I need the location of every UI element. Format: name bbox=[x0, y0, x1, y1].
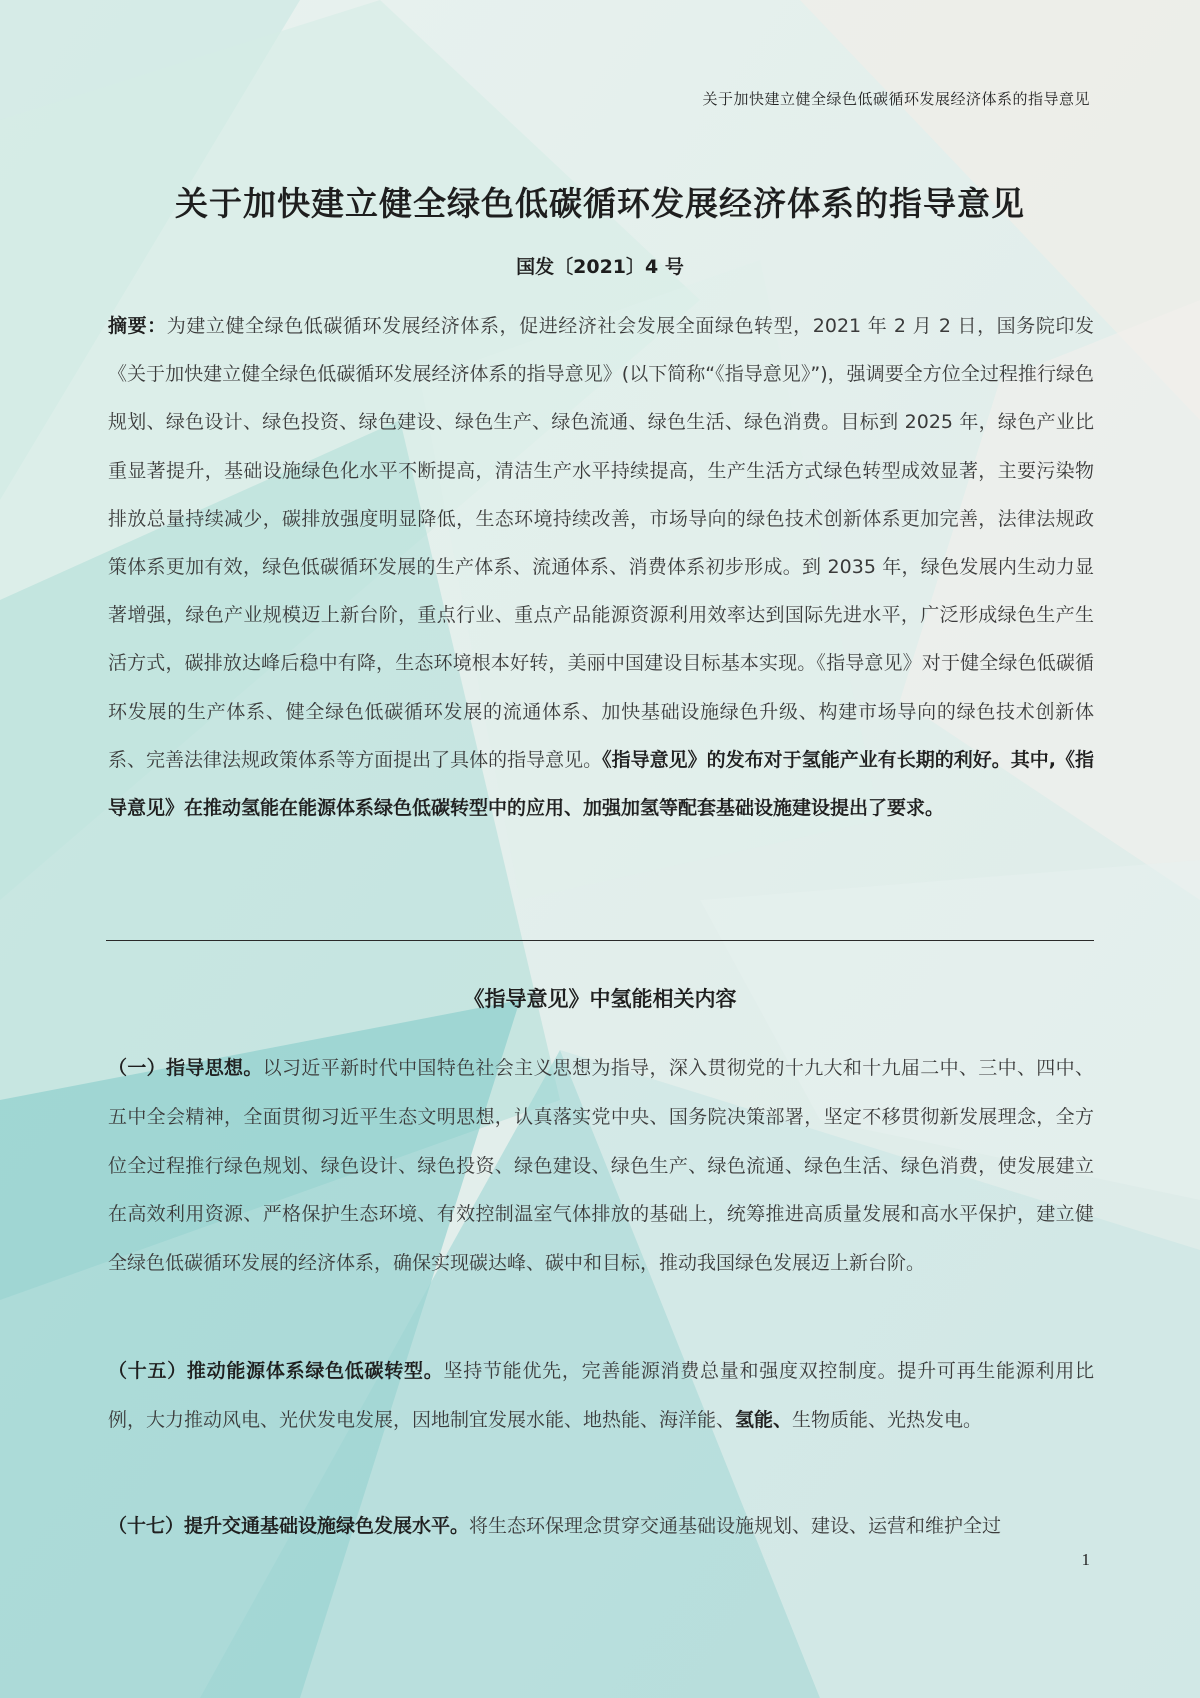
abstract-bold-text: 《指导意见》的发布对于氢能产业有长期的利好。其中,《指导意见》在推动氢能在能源体系绿色低碳转型中的应用、加强加氢等配套基础设施建设提出了要求。 bbox=[108, 748, 1094, 820]
abstract bbox=[108, 302, 1094, 832]
paragraph-lead: （十五）推动能源体系绿色低碳转型。 bbox=[108, 1360, 444, 1382]
paragraph-guiding-ideology bbox=[108, 1044, 1094, 1288]
abstract-text: 为建立健全绿色低碳循环发展经济体系，促进经济社会发展全面绿色转型，2021 年 2 月 2 日，国务院印发《关于加快建立健全绿色低碳循环发展经济体系的指导意见》(以下简称“《指导意见》”)，强调要全方位全过程推行绿色规划、绿色设计、绿色投资、绿色建设、绿色生产、绿色流通、绿色生活、绿色消费。目标到 2025 年，绿色产业比重显著提升，基础设施绿色化水平不断提高，清洁生产水平持续提高，生产生活方式绿色转型成效显著，主要污染物排放总量持续减少，碳排放强度明显降低，生态环境持续改善，市场导向的绿色技术创新体系更加完善，法律法规政策体系更加有效，绿色低碳循环发展的生产体系、流通体系、消费体系初步形成。到 2035 年，绿色发展内生动力显著增强，绿色产业规模迈上新台阶，重点行业、重点产品能源资源利用效率达到国际先进水平，广泛形成绿色生产生活方式，碳排放达峰后稳中有降，生态环境根本好转，美丽中国建设目标基本实现。《指导意见》对于健全绿色低碳循环发展的生产体系、健全绿色低碳循环发展的流通体系、加快基础设施绿色升级、构建市场导向的绿色技术创新体系、完善法律法规政策体系等方面提出了具体的指导意见。 bbox=[108, 315, 1094, 771]
paragraph-text: 坚持节能优先，完善能源消费总量和强度双控制度。提升可再生能源利用比例，大力推动风电、光伏发电发展，因地制宜发展水能、地热能、海洋能、 bbox=[108, 1360, 1094, 1431]
paragraph-text-end: 生物质能、光热发电。 bbox=[792, 1408, 983, 1431]
section-title: 《指导意见》中氢能相关内容 bbox=[463, 987, 737, 1011]
paragraph-transport-infrastructure bbox=[108, 1502, 1094, 1551]
paragraph-lead: （十七）提升交通基础设施绿色发展水平。 bbox=[108, 1515, 470, 1537]
abstract-label: 摘要： bbox=[108, 315, 167, 337]
hydrogen-highlight: 氢能、 bbox=[735, 1408, 793, 1431]
paragraph-text: 以习近平新时代中国特色社会主义思想为指导，深入贯彻党的十九大和十九届二中、三中、四中、五中全会精神，全面贯彻习近平生态文明思想，认真落实党中央、国务院决策部署，坚定不移贯彻新发展理念，全方位全过程推行绿色规划、绿色设计、绿色投资、绿色建设、绿色生产、绿色流通、绿色生活、绿色消费，使发展建立在高效利用资源、严格保护生态环境、有效控制温室气体排放的基础上，统筹推进高质量发展和高水平保护，建立健全绿色低碳循环发展的经济体系，确保实现碳达峰、碳中和目标，推动我国绿色发展迈上新台阶。 bbox=[108, 1057, 1094, 1275]
running-header: 关于加快建立健全绿色低碳循环发展经济体系的指导意见 bbox=[702, 90, 1090, 108]
paragraph-lead: （一）指导思想。 bbox=[108, 1057, 263, 1079]
section-divider bbox=[106, 940, 1094, 941]
page-number: 1 bbox=[1081, 1550, 1090, 1569]
document-title: 关于加快建立健全绿色低碳循环发展经济体系的指导意见 bbox=[175, 184, 1025, 223]
paragraph-energy-system bbox=[108, 1347, 1094, 1445]
document-number: 国发〔2021〕4 号 bbox=[516, 256, 684, 278]
paragraph-text: 将生态环保理念贯穿交通基础设施规划、建设、运营和维护全过 bbox=[469, 1515, 1002, 1537]
